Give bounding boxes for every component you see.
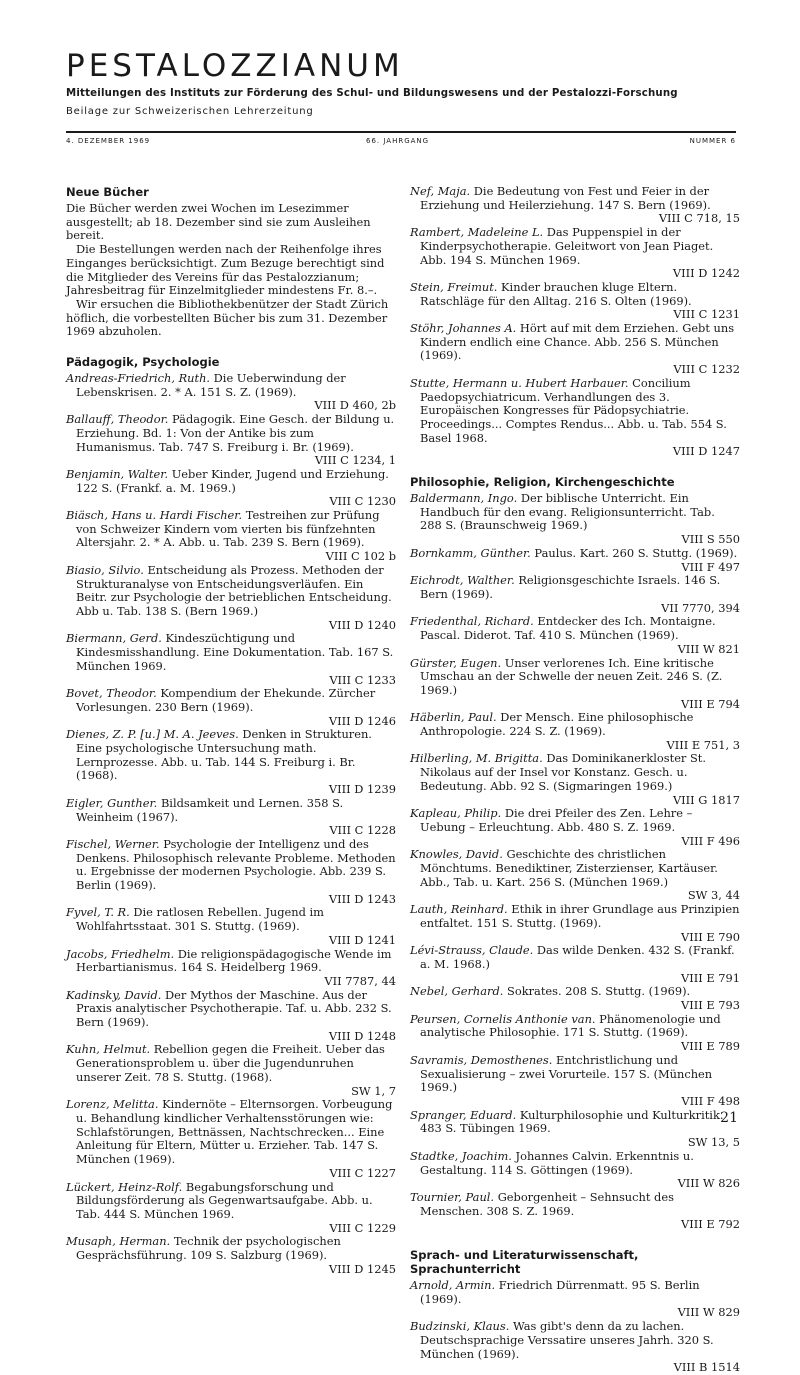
section-entries xyxy=(410,492,740,1232)
entry-description: Begabungsforschung und Bildungsförderung als Gegenwartsaufgabe. Abb. u. Tab. 444 S. München 1969. xyxy=(76,1179,373,1221)
entry-author: Lévi-Strauss, Claude. xyxy=(410,943,534,958)
issue-date: 4. DEZEMBER 1969 xyxy=(66,137,151,145)
entry-author: Peursen, Cornelis Anthonie van. xyxy=(410,1011,596,1026)
entry-shelfmark: VIII D 1247 xyxy=(672,444,740,459)
bibliography-entry xyxy=(410,752,740,807)
entry-description: Friedrich Dürrenmatt. 95 S. Berlin (1969). xyxy=(420,1278,700,1306)
entry-author: Budzinski, Klaus. xyxy=(410,1319,510,1334)
entry-shelfmark: VIII E 791 xyxy=(680,970,740,985)
entry-description: Die religionspädagogische Wende im Herbartianismus. 164 S. Heidelberg 1969. xyxy=(76,946,392,975)
bibliography-entry xyxy=(410,807,740,848)
entry-description: Kulturphilosophie und Kulturkritik. 483 S. Tübingen 1969. xyxy=(420,1107,724,1136)
entry-shelfmark: VIII E 789 xyxy=(680,1039,740,1054)
entry-description: Kinder brauchen kluge Eltern. Ratschläge für den Alltag. 216 S. Olten (1969). xyxy=(420,279,692,308)
entry-author: Gürster, Eugen. xyxy=(410,655,502,670)
entry-description: Kindeszüchtigung und Kindesmisshandlung. Eine Dokumentation. Tab. 167 S. München 1969. xyxy=(76,631,394,673)
bibliography-entry xyxy=(410,226,740,281)
entry-shelfmark: VIII D 1243 xyxy=(328,891,396,906)
entry-description: Hört auf mit dem Erziehen. Gebt uns Kindern endlich eine Chance. Abb. 256 S. München (1969). xyxy=(420,321,735,363)
issue-number: NUMMER 6 xyxy=(689,137,736,145)
entry-shelfmark: VIII C 102 b xyxy=(325,549,396,564)
entry-shelfmark: VIII D 1245 xyxy=(328,1261,396,1276)
entry-author: Nebel, Gerhard. xyxy=(410,984,504,999)
entry-shelfmark: VIII W 829 xyxy=(677,1305,740,1320)
entry-shelfmark: VIII D 460, 2b xyxy=(314,398,396,413)
entry-shelfmark: VIII C 1233 xyxy=(329,672,396,687)
entry-description: Entchristlichung und Sexualisierung – zwei Vorurteile. 157 S. (München 1969.) xyxy=(420,1052,713,1095)
entry-shelfmark: VIII C 1230 xyxy=(329,494,396,509)
entry-shelfmark: VIII D 1246 xyxy=(328,713,396,728)
page-number: 21 xyxy=(720,1110,738,1126)
entry-description: Die Ueberwindung der Lebenskrisen. 2. * A. 151 S. Z. (1969). xyxy=(76,371,346,399)
entry-author: Eigler, Gunther. xyxy=(66,795,158,810)
issue-bar xyxy=(66,131,736,145)
bibliography-entry xyxy=(410,985,740,1012)
entry-author: Ballauff, Theodor. xyxy=(66,412,169,427)
entry-shelfmark: VIII C 1232 xyxy=(673,362,740,377)
entry-author: Friedenthal, Richard. xyxy=(410,614,534,629)
bibliography-entry xyxy=(410,547,740,574)
bibliography-entry xyxy=(410,1191,740,1232)
section-heading: Pädagogik, Psychologie xyxy=(66,355,220,370)
entry-author: Nef, Maja. xyxy=(410,184,471,198)
entry-description: Geschichte des christlichen Mönchtums. Benediktiner, Zisterzienser, Kartäuser. Abb., Tab. u. Kart. 256 S. (München 1969.) xyxy=(420,847,718,889)
entry-author: Lauth, Reinhard. xyxy=(410,902,508,917)
entry-author: Bovet, Theodor. xyxy=(66,686,157,701)
entry-author: Stadtke, Joachim. xyxy=(410,1148,512,1163)
entry-description: Testreihen zur Prüfung von Schweizer Kindern vom vierten bis fünfzehnten Altersjahr. 2. * A. Abb. u. Tab. 239 S. Bern (1969). xyxy=(76,508,380,550)
entry-author: Biermann, Gerd. xyxy=(66,631,162,646)
entry-description: Der biblische Unterricht. Ein Handbuch für den evang. Religionsunterricht. Tab. 288 S. (Braunschweig 1969.) xyxy=(420,491,715,533)
entry-description: Bildsamkeit und Lernen. 358 S. Weinheim (1967). xyxy=(76,795,344,824)
entry-author: Rambert, Madeleine L. xyxy=(410,225,544,240)
entry-description: Die drei Pfeiler des Zen. Lehre – Uebung – Erleuchtung. Abb. 480 S. Z. 1969. xyxy=(420,806,693,834)
bibliography-entry xyxy=(66,989,396,1044)
bibliography-entry xyxy=(410,185,740,226)
entry-description: Religionsgeschichte Israels. 146 S. Bern (1969). xyxy=(420,573,721,601)
bibliography-entry xyxy=(410,1279,740,1320)
left-column xyxy=(66,185,396,1276)
entry-author: Savramis, Demosthenes. xyxy=(410,1052,553,1067)
bibliography-entry xyxy=(66,413,396,468)
bibliography-entry xyxy=(66,372,396,413)
entry-description: Ethik in ihrer Grundlage aus Prinzipien entfaltet. 151 S. Stuttg. (1969). xyxy=(420,902,740,930)
right-column xyxy=(410,185,740,1375)
bibliography-entry xyxy=(66,1181,396,1236)
bibliography-entry xyxy=(66,1043,396,1098)
entry-shelfmark: VIII E 792 xyxy=(680,1217,740,1232)
entry-author: Kapleau, Philip. xyxy=(410,806,502,821)
entry-author: Andreas-Friedrich, Ruth. xyxy=(66,371,211,386)
entry-author: Baldermann, Ingo. xyxy=(410,491,518,506)
entry-description: Paulus. Kart. 260 S. Stuttg. (1969). xyxy=(534,545,738,560)
entry-author: Knowles, David. xyxy=(410,847,503,862)
bibliography-entry xyxy=(410,1150,740,1191)
bibliography-entry xyxy=(410,615,740,656)
bibliography-entry xyxy=(66,1235,396,1276)
entry-description: Pädagogik. Eine Gesch. der Bildung u. Erziehung. Bd. 1: Von der Antike bis zum Humanismus. Tab. 747 S. Freiburg i. Br. (1969). xyxy=(76,412,395,454)
entry-description: Geborgenheit – Sehnsucht des Menschen. 308 S. Z. 1969. xyxy=(420,1189,674,1218)
entry-shelfmark: VIII C 1227 xyxy=(329,1165,396,1180)
entry-shelfmark: VIII C 718, 15 xyxy=(658,211,740,226)
entry-author: Musaph, Herman. xyxy=(66,1234,171,1249)
entry-author: Eichrodt, Walther. xyxy=(410,573,515,588)
bibliography-entry xyxy=(410,1054,740,1109)
entry-author: Stöhr, Johannes A. xyxy=(410,321,517,336)
bibliography-entry xyxy=(410,574,740,615)
entry-author: Lorenz, Melitta. xyxy=(66,1097,159,1112)
bibliography-entry xyxy=(66,509,396,564)
entry-shelfmark: VIII D 1242 xyxy=(672,266,740,281)
entry-shelfmark: VIII C 1229 xyxy=(329,1220,396,1235)
entry-shelfmark: SW 3, 44 xyxy=(687,888,740,903)
entry-shelfmark: VIII W 826 xyxy=(677,1176,740,1191)
bibliography-entry xyxy=(410,903,740,944)
entry-author: Kuhn, Helmut. xyxy=(66,1042,151,1057)
section-entries xyxy=(66,372,396,1276)
entry-author: Biasio, Silvio. xyxy=(66,562,144,577)
entry-description: Das Dominikanerkloster St. Nikolaus auf der Insel vor Konstanz. Gesch. u. Bedeutung. Abb. 92 S. (Sigmaringen 1969.) xyxy=(420,751,706,793)
entry-author: Hilberling, M. Brigitta. xyxy=(410,751,543,766)
entry-shelfmark: VIII G 1817 xyxy=(672,792,740,807)
entry-author: Fyvel, T. R. xyxy=(66,905,130,920)
bibliography-entry xyxy=(410,1320,740,1375)
entry-description: Psychologie der Intelligenz und des Denkens. Philosophisch relevante Probleme. Methoden u. Ergebnisse der modernen Psychologie. Abb. 239 S. Berlin (1969). xyxy=(76,836,396,893)
intro-paragraph: Die Bestellungen werden nach der Reihenfolge ihres Einganges berücksichtigt. Zum Bezuge berechtigt sind die Mitglieder des Vereins für das Pestalozzianum; Jahresbeitrag für Einzelmitglieder mindestens Fr. 8.–. xyxy=(66,242,385,298)
bibliography-entry xyxy=(66,948,396,989)
bibliography-entry xyxy=(410,944,740,985)
entry-shelfmark: VIII C 1234, 1 xyxy=(314,453,396,468)
entry-shelfmark: VIII D 1248 xyxy=(328,1028,396,1043)
entry-author: Stein, Freimut. xyxy=(410,279,498,294)
section-entries xyxy=(410,1279,740,1375)
bibliography-entry xyxy=(410,377,740,459)
entry-shelfmark: VIII E 790 xyxy=(680,929,740,944)
entry-shelfmark: VIII C 1228 xyxy=(329,823,396,838)
section-heading: Sprach- und Literaturwissenschaft, Sprachunterricht xyxy=(410,1248,639,1277)
entry-author: Fischel, Werner. xyxy=(66,836,160,851)
entry-author: Kadinsky, David. xyxy=(66,987,162,1002)
entry-description: Johannes Calvin. Erkenntnis u. Gestaltung. 114 S. Göttingen (1969). xyxy=(420,1148,694,1177)
entry-shelfmark: VIII F 498 xyxy=(681,1094,740,1108)
bibliography-entry xyxy=(410,281,740,322)
bibliography-entry xyxy=(66,468,396,509)
entry-shelfmark: VIII E 794 xyxy=(680,696,740,711)
entry-shelfmark: VIII F 496 xyxy=(681,833,740,848)
entry-author: Spranger, Eduard. xyxy=(410,1107,517,1122)
entry-author: Biäsch, Hans u. Hardi Fischer. xyxy=(66,508,243,523)
entry-description: Phänomenologie und analytische Philosophie. 171 S. Stuttg. (1969). xyxy=(420,1011,721,1040)
entry-description: Das Puppenspiel in der Kinderpsychotherapie. Geleitwort von Jean Piaget. Abb. 194 S. München 1969. xyxy=(420,225,714,267)
entry-shelfmark: VIII S 550 xyxy=(681,532,740,547)
entry-description: Concilium Paedopsychiatricum. Verhandlungen des 3. Europäischen Kongresses für Pädopsychiatrie. Proceedings... Comptes Rendus... Abb. u. Tab. 554 S. Basel 1968. xyxy=(420,375,727,445)
entry-description: Rebellion gegen die Freiheit. Ueber das Generationsproblem u. über die Jugendunruhen unserer Zeit. 78 S. Stuttg. (1968). xyxy=(76,1042,385,1084)
entry-shelfmark: VIII E 793 xyxy=(680,998,740,1013)
entry-description: Die Bedeutung von Fest und Feier in der Erziehung und Heilerziehung. 147 S. Bern (1969). xyxy=(420,184,711,212)
entry-description: Kompendium der Ehekunde. Zürcher Vorlesungen. 230 Bern (1969). xyxy=(76,686,376,714)
entry-description: Ueber Kinder, Jugend und Erziehung. 122 S. (Frankf. a. M. 1969.) xyxy=(76,466,389,495)
entry-description: Unser verlorenes Ich. Eine kritische Umschau an der Schwelle der neuen Zeit. 246 S. (Z. 1969.) xyxy=(420,655,723,697)
journal-supplement: Beilage zur Schweizerischen Lehrerzeitung xyxy=(66,106,314,117)
entry-description: Technik der psychologischen Gesprächsführung. 109 S. Salzburg (1969). xyxy=(76,1234,341,1263)
entry-author: Benjamin, Walter. xyxy=(66,466,169,481)
bibliography-entry xyxy=(66,632,396,687)
entry-shelfmark: VIII D 1240 xyxy=(328,617,396,632)
bibliography-entry xyxy=(66,906,396,947)
entry-author: Arnold, Armin. xyxy=(410,1278,496,1293)
entry-shelfmark: VIII W 821 xyxy=(677,641,740,656)
entry-author: Bornkamm, Günther. xyxy=(410,545,531,560)
entry-author: Häberlin, Paul. xyxy=(410,710,497,725)
entry-shelfmark: VIII E 751, 3 xyxy=(666,737,740,752)
section-heading: Philosophie, Religion, Kirchengeschichte xyxy=(410,475,675,490)
journal-title: PESTALOZZIANUM xyxy=(66,48,404,84)
bibliography-entry xyxy=(410,711,740,752)
bibliography-entry xyxy=(66,1098,396,1180)
intro-heading: Neue Bücher xyxy=(66,185,149,199)
entry-author: Stutte, Hermann u. Hubert Harbauer. xyxy=(410,375,629,390)
bibliography-entry xyxy=(410,1013,740,1054)
entry-shelfmark: VII 7787, 44 xyxy=(324,973,396,988)
entry-shelfmark: VIII C 1231 xyxy=(673,307,740,322)
entry-shelfmark: VIII D 1241 xyxy=(328,932,396,947)
intro-paragraph: Die Bücher werden zwei Wochen im Lesezimmer ausgestellt; ab 18. Dezember sind sie zum Ausleihen bereit. xyxy=(66,201,371,243)
masthead xyxy=(66,48,746,117)
bibliography-entry xyxy=(66,728,396,797)
entry-author: Jacobs, Friedhelm. xyxy=(66,946,175,961)
section-entries xyxy=(410,185,740,459)
bibliography-entry xyxy=(410,657,740,712)
entry-description: Die ratlosen Rebellen. Jugend im Wohlfahrtsstaat. 301 S. Stuttg. (1969). xyxy=(76,905,324,934)
journal-subtitle: Mitteilungen des Instituts zur Förderung des Schul- und Bildungswesens und der Pestalozzi-Forschung xyxy=(66,88,678,99)
intro-paragraph: Wir ersuchen die Bibliothekbenützer der Stadt Zürich höflich, die vorbestellten Bücher bis zum 31. Dezember 1969 abzuholen. xyxy=(66,296,389,339)
entry-shelfmark: VIII D 1239 xyxy=(328,782,396,797)
entry-description: Das wilde Denken. 432 S. (Frankf. a. M. 1968.) xyxy=(420,943,735,971)
bibliography-entry xyxy=(66,838,396,907)
entry-shelfmark: VII 7770, 394 xyxy=(661,600,740,615)
entry-description: Was gibt's denn da zu lachen. Deutschsprachige Verssatire unseres Jahrh. 320 S. München (1969). xyxy=(420,1319,714,1361)
entry-author: Dienes, Z. P. [u.] M. A. Jeeves. xyxy=(66,727,239,742)
entry-shelfmark: SW 1, 7 xyxy=(351,1083,396,1098)
entry-description: Der Mythos der Maschine. Aus der Praxis analytischer Psychotherapie. Taf. u. Abb. 232 S. Bern (1969). xyxy=(76,987,392,1030)
entry-description: Kindernöte – Elternsorgen. Vorbeugung u. Behandlung kindlicher Verhaltensstörungen wie: Schlafstörungen, Bettnässen, Nachtschrecken... Eine Anleitung für Eltern, Mütter u. Erzieher. Tab. 147 S. München (1969). xyxy=(76,1097,393,1167)
bibliography-entry xyxy=(66,564,396,633)
issue-volume: 66. JAHRGANG xyxy=(366,137,430,145)
entry-shelfmark: SW 13, 5 xyxy=(687,1135,740,1150)
entry-description: Sokrates. 208 S. Stuttg. (1969). xyxy=(507,984,691,999)
entry-author: Lückert, Heinz-Rolf. xyxy=(66,1179,183,1194)
bibliography-entry xyxy=(410,322,740,377)
bibliography-entry xyxy=(66,687,396,728)
bibliography-entry xyxy=(410,492,740,547)
bibliography-entry xyxy=(410,1109,740,1150)
bibliography-entry xyxy=(66,797,396,838)
entry-shelfmark: VIII F 497 xyxy=(681,559,740,574)
entry-author: Tournier, Paul. xyxy=(410,1189,495,1204)
entry-shelfmark: VIII B 1514 xyxy=(673,1360,740,1375)
entry-description: Entdecker des Ich. Montaigne. Pascal. Diderot. Taf. 410 S. München (1969). xyxy=(420,614,716,643)
entry-description: Entscheidung als Prozess. Methoden der Strukturanalyse von Entscheidungsverläufen. Ein Beitr. zur Psychologie der betrieblichen Entscheidung. Abb u. Tab. 138 S. (Bern 1969.) xyxy=(76,562,392,618)
entry-description: Der Mensch. Eine philosophische Anthropologie. 224 S. Z. (1969). xyxy=(420,710,694,739)
entry-description: Denken in Strukturen. Eine psychologische Untersuchung math. Lernprozesse. Abb. u. Tab. 144 S. Freiburg i. Br. (1968). xyxy=(76,727,372,783)
bibliography-entry xyxy=(410,848,740,903)
